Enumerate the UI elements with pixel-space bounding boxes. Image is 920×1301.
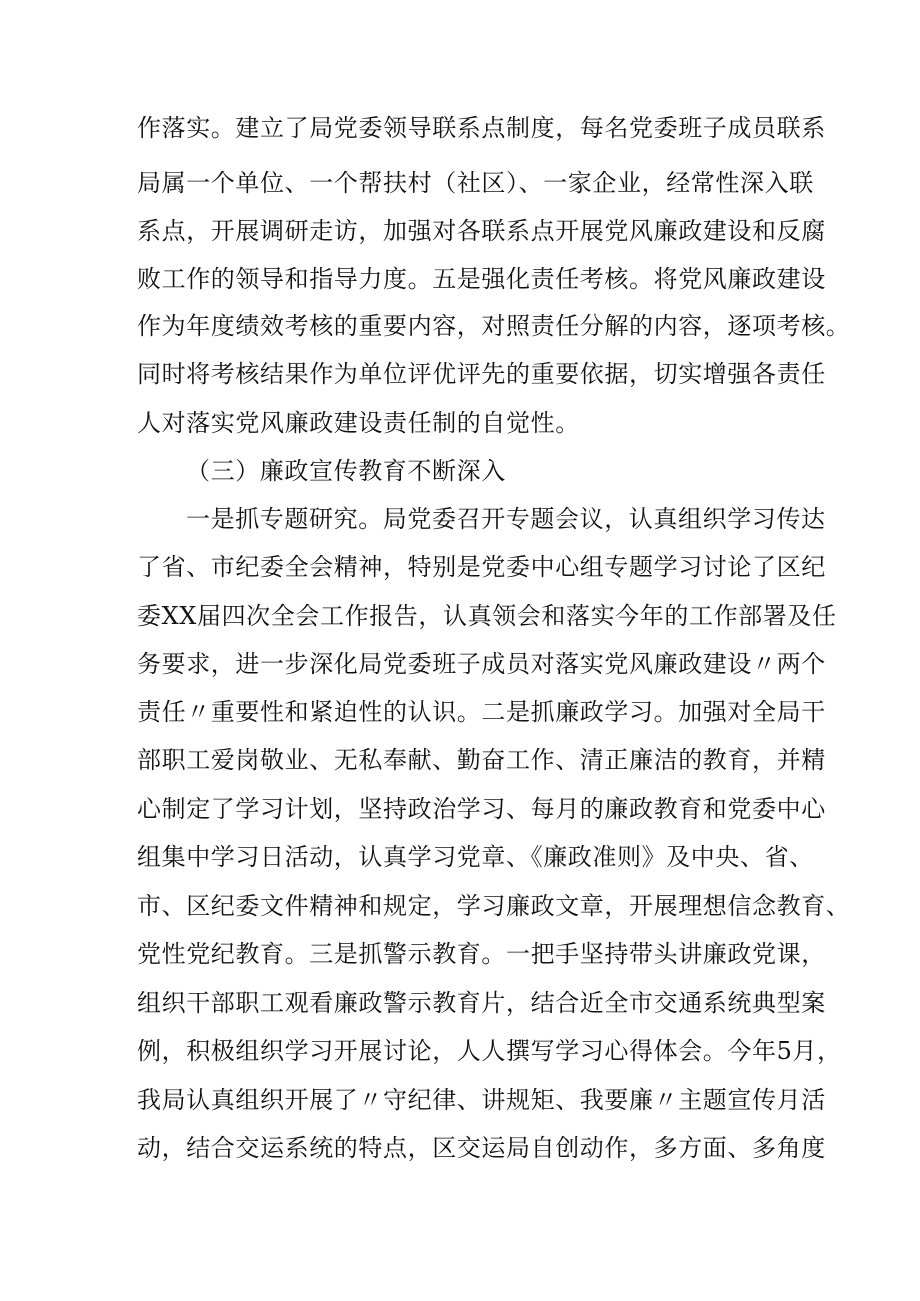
paragraph-line: 委XX届四次全会工作报告，认真领会和落实今年的工作部署及任 bbox=[137, 602, 837, 630]
paragraph-line: 同时将考核结果作为单位评优评先的重要依据，切实增强各责任 bbox=[137, 360, 826, 388]
paragraph-line: 党性党纪教育。三是抓警示教育。一把手坚持带头讲廉政党课， bbox=[137, 940, 826, 968]
paragraph-line: 组织干部职工观看廉政警示教育片，结合近全市交通系统典型案 bbox=[137, 989, 826, 1017]
paragraph-line: 例，积极组织学习开展讨论，人人撰写学习心得体会。今年5月， bbox=[137, 1037, 842, 1065]
paragraph-line: 组集中学习日活动，认真学习党章、《廉政准则》及中央、省、 bbox=[137, 843, 814, 871]
paragraph-line: 部职工爱岗敬业、无私奉献、勤奋工作、清正廉洁的教育，并精 bbox=[137, 746, 826, 774]
paragraph-line: 一是抓专题研究。局党委召开专题会议，认真组织学习传达 bbox=[186, 505, 826, 533]
paragraph-line: 我局认真组织开展了〃守纪律、讲规矩、我要廉〃主题宣传月活 bbox=[137, 1086, 826, 1114]
paragraph-line: 系点，开展调研走访，加强对各联系点开展党风廉政建设和反腐 bbox=[137, 217, 826, 245]
paragraph-line: 市、区纪委文件精神和规定，学习廉政文章，开展理想信念教育、 bbox=[137, 892, 851, 920]
paragraph-line: 动，结合交运系统的特点，区交运局自创动作，多方面、多角度 bbox=[137, 1134, 826, 1162]
paragraph-line: 作落实。建立了局党委领导联系点制度，每名党委班子成员联系 bbox=[137, 114, 826, 142]
paragraph-line: 人对落实党风廉政建设责任制的自觉性。 bbox=[137, 409, 580, 437]
section-heading: （三）廉政宣传教育不断深入 bbox=[186, 457, 506, 485]
paragraph-line: 责任〃重要性和紧迫性的认识。二是抓廉政学习。加强对全局干 bbox=[137, 698, 826, 726]
paragraph-line: 心制定了学习计划，坚持政治学习、每月的廉政教育和党委中心 bbox=[137, 795, 826, 823]
paragraph-line: 作为年度绩效考核的重要内容，对照责任分解的内容，逐项考核。 bbox=[137, 312, 851, 340]
paragraph-line: 务要求，进一步深化局党委班子成员对落实党风廉政建设〃两个 bbox=[137, 650, 826, 678]
paragraph-line: 局属一个单位、一个帮扶村（社区）、一家企业，经常性深入联 bbox=[137, 169, 814, 197]
paragraph-line: 败工作的领导和指导力度。五是强化责任考核。将党风廉政建设 bbox=[137, 265, 826, 293]
paragraph-line: 了省、市纪委全会精神，特别是党委中心组专题学习讨论了区纪 bbox=[137, 553, 826, 581]
